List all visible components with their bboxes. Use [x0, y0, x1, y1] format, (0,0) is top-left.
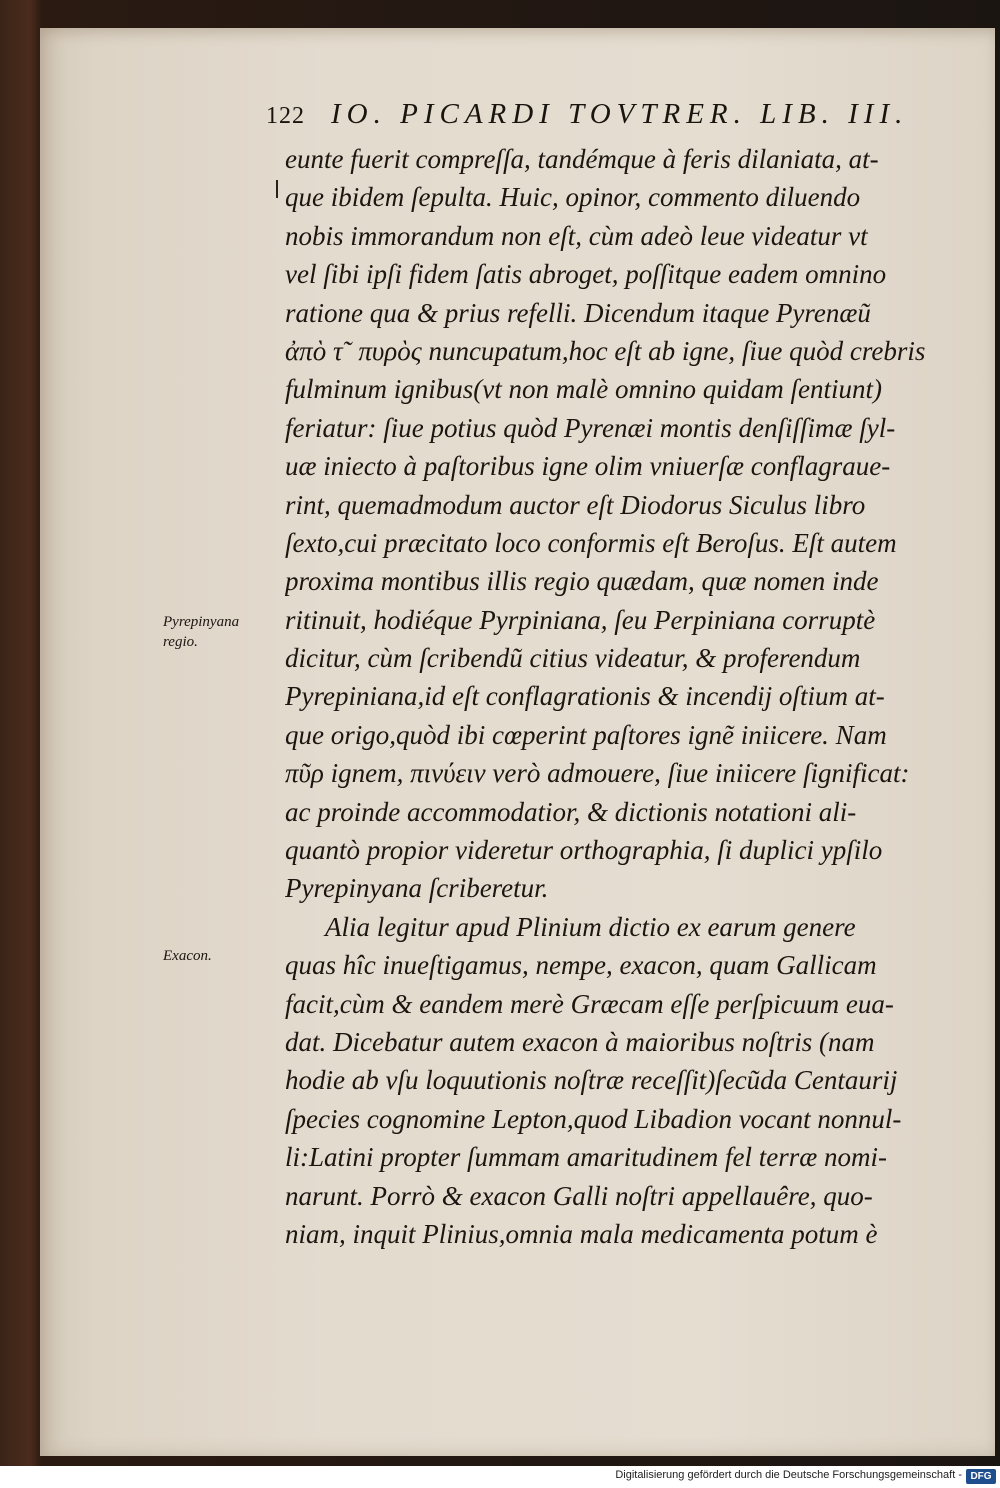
text-line: proxima montibus illis regio quædam, quæ nomen inde: [285, 566, 879, 597]
marginal-note-line: Pyrepinyana: [163, 614, 240, 630]
text-line: rint, quemadmodum auctor eſt Diodorus Siculus libro: [285, 489, 866, 520]
running-title: IO. PICARDI TOVTRER. LIB. III.: [331, 98, 909, 130]
text-line: quas hîc inueſtigamus, nempe, exacon, quam Gallicam: [285, 950, 877, 981]
funding-credit: Digitalisierung gefördert durch die Deutsche Forschungsgemeinschaft -: [615, 1469, 962, 1481]
text-line: ritinuit, hodiéque Pyrpiniana, ſeu Perpiniana corruptè: [285, 604, 876, 635]
text-line: quantò propior videretur orthographia, ſi duplici ypſilo: [285, 835, 883, 866]
marginal-note-pyrepinyana: [163, 612, 273, 652]
text-line: Pyrepinyana ſcriberetur.: [285, 873, 549, 904]
text-line: dicitur, cùm ſcribendũ citius videatur, & proferendum: [285, 643, 861, 674]
dfg-logo: DFG: [966, 1469, 996, 1484]
text-line: ἀπὸ τ῀ πυρὸς nuncupatum,hoc eſt ab igne, ſiue quòd crebris: [285, 335, 926, 366]
text-line: niam, inquit Plinius,omnia mala medicamenta potum è: [285, 1218, 878, 1249]
text-line: que ibidem ſepulta. Huic, opinor, commento diluendo: [285, 182, 861, 213]
text-line: dat. Dicebatur autem exacon à maioribus noſtris (nam: [285, 1026, 875, 1057]
text-line: Alia legitur apud Plinium dictio ex earum genere: [325, 911, 856, 942]
text-line: ac proinde accommodatior, & dictionis notationi ali-: [285, 796, 857, 827]
body-text: [285, 140, 985, 1253]
marginal-note-exacon: [163, 946, 273, 966]
text-line: narunt. Porrò & exacon Galli noſtri appellauêre, quo-: [285, 1180, 873, 1211]
text-line: vel ſibi ipſi fidem ſatis abroget, poſſitque eadem omnino: [285, 259, 887, 290]
text-line: feriatur: ſiue potius quòd Pyrenæi montis denſiſſimæ ſyl-: [285, 412, 896, 443]
text-line: facit,cùm & eandem merè Græcam eſſe perſpicuum eua-: [285, 988, 894, 1019]
marginal-note-line: Exacon.: [163, 948, 212, 964]
text-line: uæ iniecto à paſtoribus igne olim vniuerſæ conflagraue-: [285, 451, 891, 482]
text-line: ſpecies cognomine Lepton,quod Libadion vocant nonnul-: [285, 1103, 902, 1134]
text-line: ſexto,cui præcitato loco conformis eſt Beroſus. Eſt autem: [285, 527, 897, 558]
marginal-note-line: regio.: [163, 634, 198, 650]
text-line: ratione qua & prius refelli. Dicendum itaque Pyrenæũ: [285, 297, 871, 328]
footer-bar: [0, 1466, 1000, 1488]
text-line: fulminum ignibus(vt non malè omnino quidam ſentiunt): [285, 374, 882, 405]
margin-mark: [276, 180, 278, 198]
text-line: Pyrepiniana,id eſt conflagrationis & incendij oſtium at-: [285, 681, 885, 712]
text-line: hodie ab vſu loquutionis noſtræ receſſit)ſecũda Centaurij: [285, 1065, 898, 1096]
text-line: li:Latini propter ſummam amaritudinem fel terræ nomi-: [285, 1142, 887, 1173]
running-header: [266, 98, 981, 131]
text-line: que origo,quòd ibi cœperint paſtores ignẽ iniicere. Nam: [285, 719, 887, 750]
text-line: nobis immorandum non eſt, cùm adeò leue videatur vt: [285, 220, 868, 251]
page-number: 122: [266, 103, 305, 129]
text-line: eunte fuerit compreſſa, tandémque à feris dilaniata, at-: [285, 144, 879, 174]
text-line: πῦρ ignem, πινύειν verò admouere, ſiue iniicere ſignificat:: [285, 758, 910, 789]
